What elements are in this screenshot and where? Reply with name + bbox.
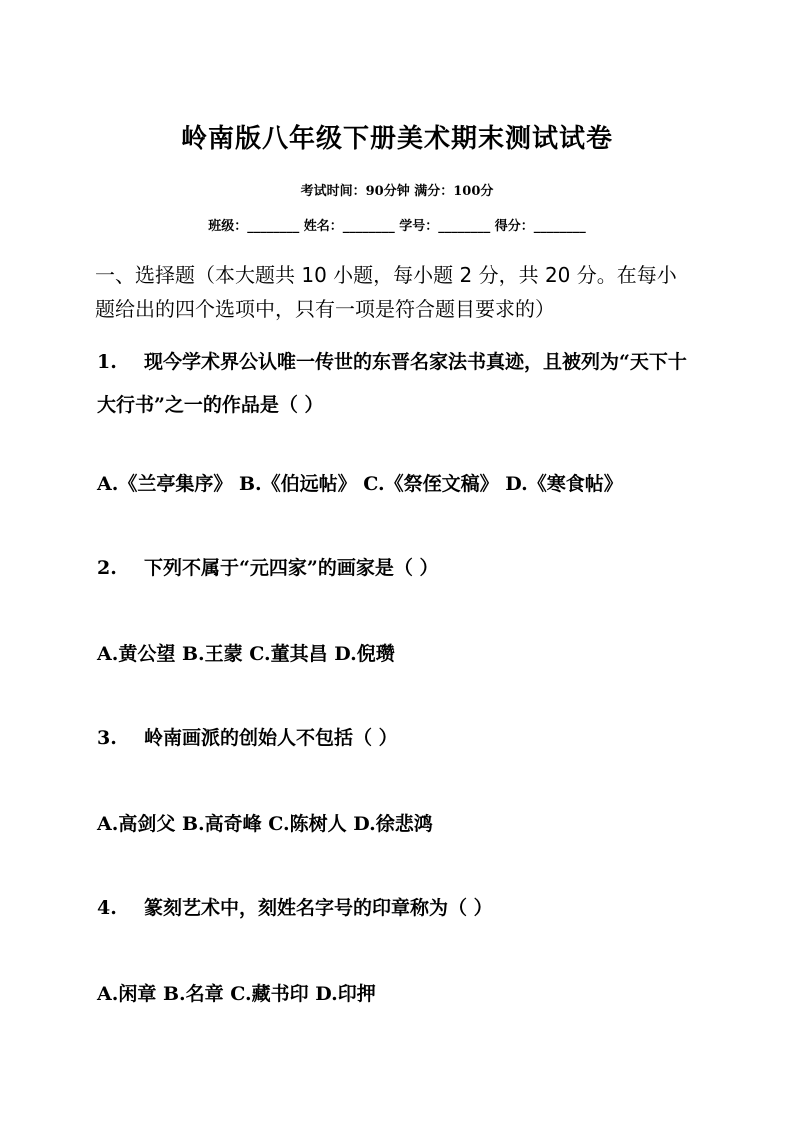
question-4 (97, 887, 697, 930)
section-heading: 一、选择题（本大题共 10 小题，每小题 2 分，共 20 分。在每小题给出的四个选项中，只有一项是符合题目要求的） (95, 263, 677, 321)
question-text: 下列不属于“元四家”的画家是（ ） (144, 557, 439, 579)
exam-title: 岭南版八年级下册美术期末测试试卷 (180, 124, 613, 154)
question-2-options: A.黄公望 B.王蒙 C.董其昌 D.倪瓒 (97, 643, 395, 665)
exam-info: 考试时间：90分钟 满分：100分 (300, 184, 494, 199)
question-2 (97, 547, 697, 590)
question-number: 1. (97, 351, 117, 373)
student-info-fields: 班级：________ 姓名：________ 学号：________ 得分：________ (208, 219, 586, 234)
question-text: 岭南画派的创始人不包括（ ） (144, 727, 398, 749)
question-4-options: A.闲章 B.名章 C.藏书印 D.印押 (97, 983, 376, 1005)
question-number: 3. (97, 727, 117, 749)
question-3-options: A.高剑父 B.高奇峰 C.陈树人 D.徐悲鸿 (97, 813, 433, 835)
question-number: 4. (97, 897, 117, 919)
question-3 (97, 717, 697, 760)
question-number: 2. (97, 557, 117, 579)
question-text: 现今学术界公认唯一传世的东晋名家法书真迹，且被列为“天下十大行书”之一的作品是（ ） (97, 351, 687, 416)
question-text: 篆刻艺术中，刻姓名字号的印章称为（ ） (144, 897, 493, 919)
question-1 (97, 341, 697, 427)
question-1-options: A.《兰亭集序》 B.《伯远帖》 C.《祭侄文稿》 D.《寒食帖》 (97, 473, 623, 495)
